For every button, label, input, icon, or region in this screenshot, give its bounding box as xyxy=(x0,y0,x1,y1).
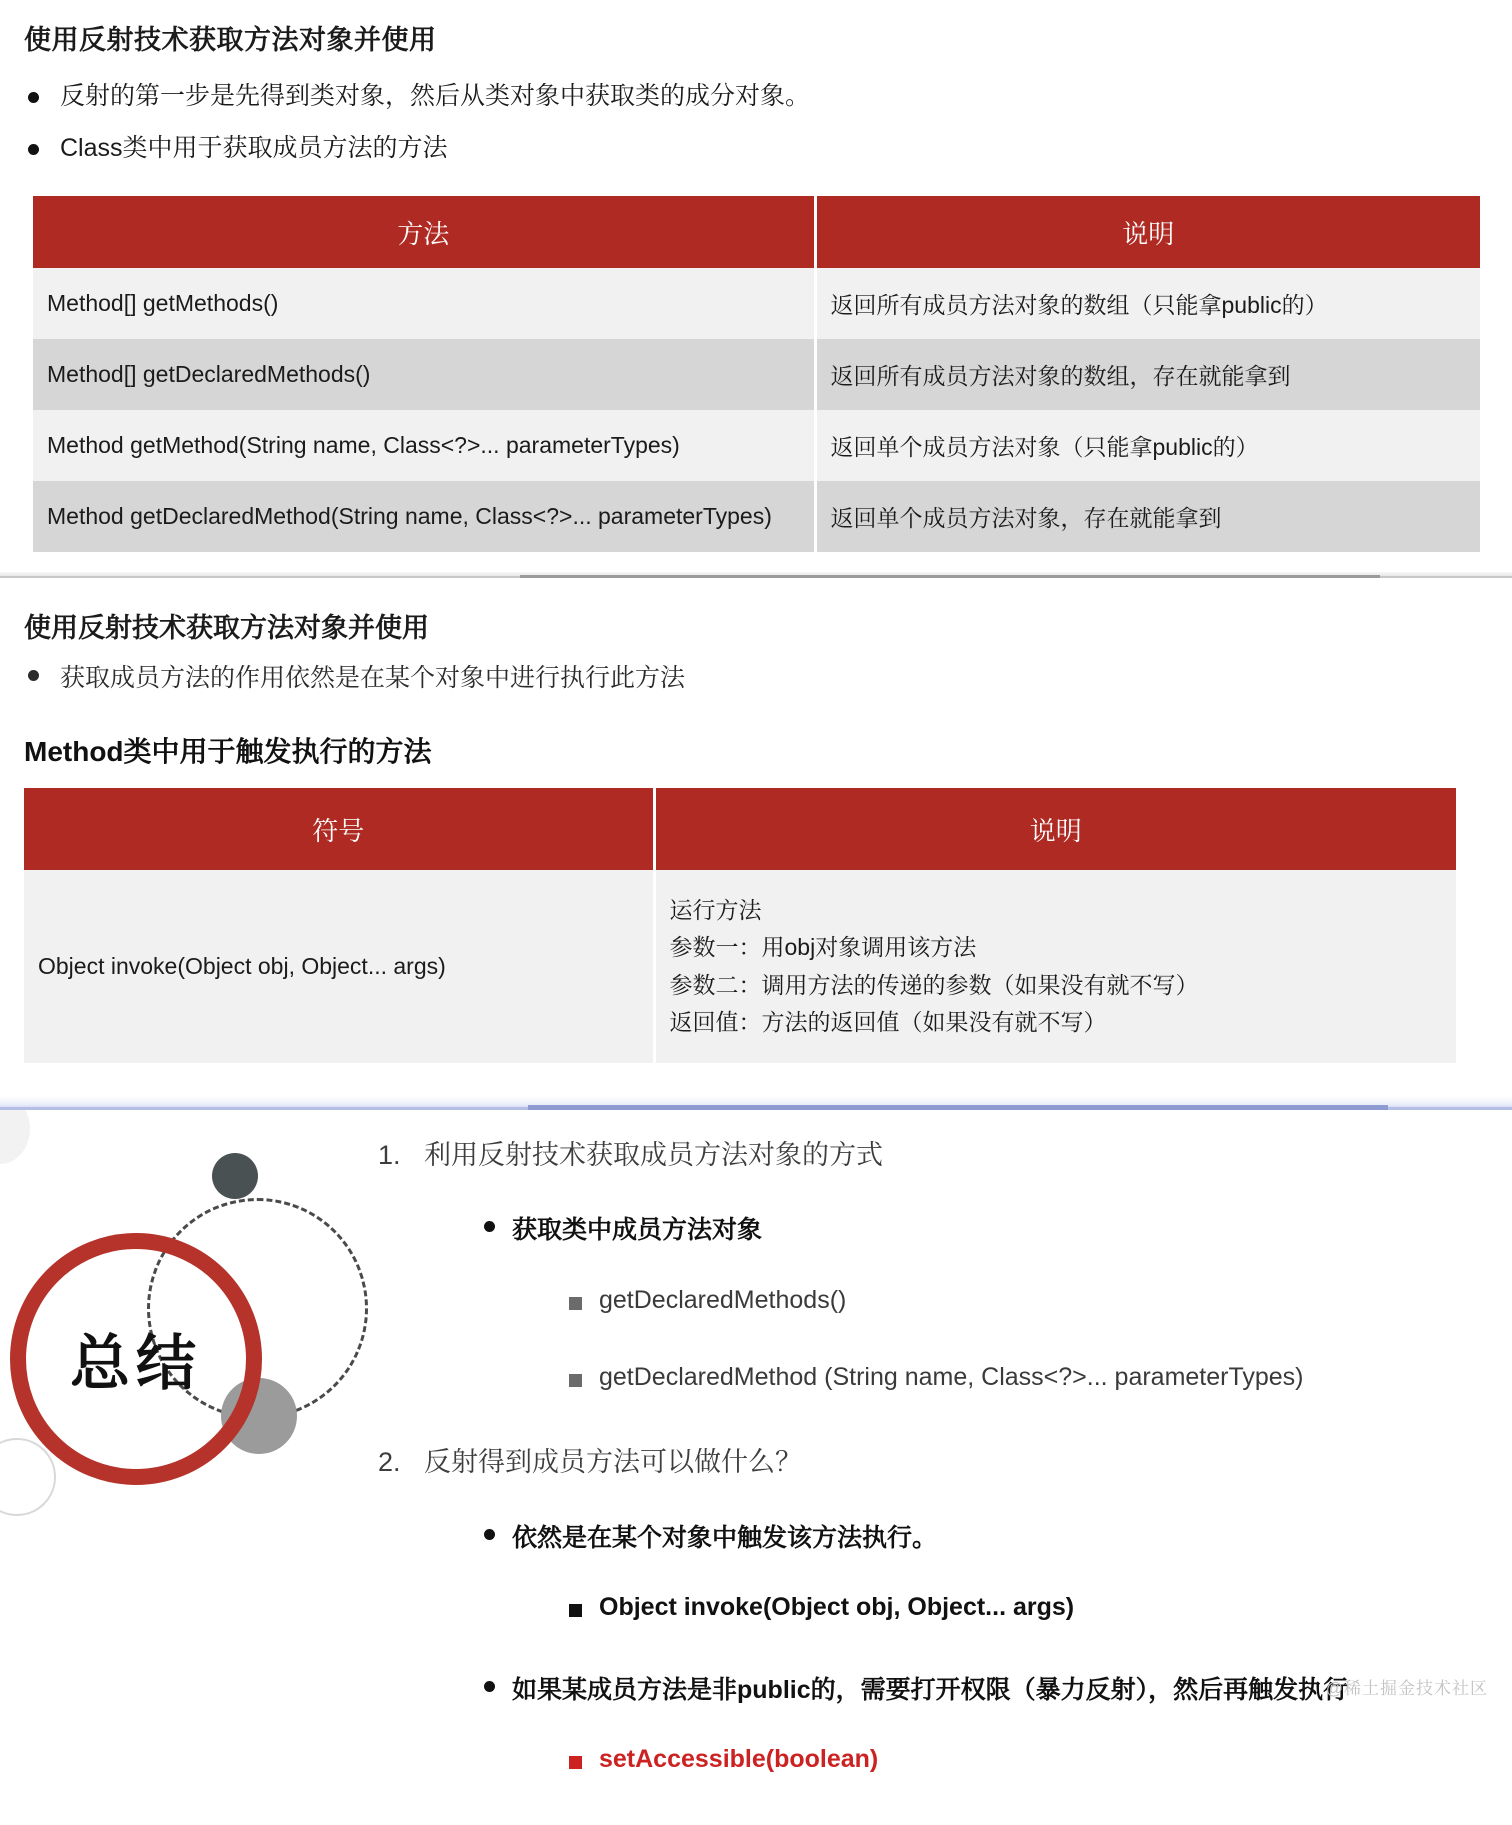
summary-item-index: 2. xyxy=(378,1447,401,1477)
description-line: 参数一：用obj对象调用该方法 xyxy=(669,934,977,961)
slide1-bullet-text: Class类中用于获取成员方法的方法 xyxy=(60,133,448,162)
summary-leaf-item xyxy=(569,1286,846,1315)
table-row xyxy=(33,410,1480,481)
cell-method: Method getMethod(String name, Class<?>... parameterTypes) xyxy=(33,410,815,481)
table-row xyxy=(33,268,1480,339)
bullet-dot-icon xyxy=(484,1221,495,1232)
summary-leaf-item xyxy=(569,1363,1304,1392)
cell-description: 返回所有成员方法对象的数组（只能拿public的） xyxy=(815,268,1480,339)
description-line: 返回值：方法的返回值（如果没有就不写） xyxy=(669,1008,1107,1035)
bullet-square-icon xyxy=(569,1756,582,1769)
slide-summary xyxy=(0,1110,1512,1825)
summary-item-index: 1. xyxy=(378,1140,401,1170)
bullet-dot-icon xyxy=(484,1529,495,1540)
decorative-dark-dot-icon xyxy=(212,1153,258,1199)
summary-leaf-item xyxy=(569,1745,878,1774)
slide2-title: 使用反射技术获取方法对象并使用 xyxy=(24,613,429,643)
bullet-dot-icon xyxy=(28,144,39,155)
list-item xyxy=(28,658,685,694)
bullet-square-icon xyxy=(569,1297,582,1310)
bullet-square-icon xyxy=(569,1604,582,1617)
bullet-square-icon xyxy=(569,1374,582,1387)
summary-subbullet xyxy=(484,1518,937,1554)
slide1-bullet-list xyxy=(28,80,1468,184)
summary-subbullet-text: 获取类中成员方法对象 xyxy=(512,1216,763,1244)
table-row xyxy=(24,870,1456,1063)
table-header-row xyxy=(24,788,1456,870)
slide2-bullet-text: 获取成员方法的作用依然是在某个对象中进行执行此方法 xyxy=(60,664,686,692)
watermark: @稀土掘金技术社区 xyxy=(1325,1679,1488,1698)
cell-description: 返回所有成员方法对象的数组，存在就能拿到 xyxy=(815,339,1480,410)
bullet-dot-icon xyxy=(28,92,39,103)
column-header-symbol: 符号 xyxy=(24,788,654,870)
summary-subbullet xyxy=(484,1670,1348,1706)
slide2-subtitle: Method类中用于触发执行的方法 xyxy=(24,736,432,767)
summary-leaf-text: Object invoke(Object obj, Object... args) xyxy=(599,1593,1075,1621)
cell-symbol: Object invoke(Object obj, Object... args) xyxy=(24,870,654,1063)
cell-description: 返回单个成员方法对象（只能拿public的） xyxy=(815,410,1480,481)
cell-description xyxy=(654,870,1456,1063)
table-row xyxy=(33,339,1480,410)
description-line: 运行方法 xyxy=(669,897,762,923)
summary-leaf-text: setAccessible(boolean) xyxy=(599,1745,879,1773)
summary-item-title: 利用反射技术获取成员方法对象的方式 xyxy=(424,1140,883,1170)
table-header-row xyxy=(33,196,1480,268)
summary-leaf-text: getDeclaredMethod (String name, Class<?>... parameterTypes) xyxy=(599,1363,1304,1391)
summary-leaf-item xyxy=(569,1593,1074,1622)
summary-subbullet xyxy=(484,1210,762,1246)
column-header-description: 说明 xyxy=(815,196,1480,268)
summary-item-title: 反射得到成员方法可以做什么？ xyxy=(424,1447,802,1477)
slide-reflection-get-methods xyxy=(0,0,1512,578)
summary-badge-label: 总结 xyxy=(70,1330,202,1397)
summary-subbullet-text: 依然是在某个对象中触发该方法执行。 xyxy=(512,1524,938,1552)
column-header-method: 方法 xyxy=(33,196,815,268)
cell-method: Method getDeclaredMethod(String name, Class<?>... parameterTypes) xyxy=(33,481,815,552)
list-item xyxy=(28,80,1468,114)
list-item xyxy=(28,132,1468,166)
column-header-description: 说明 xyxy=(654,788,1456,870)
summary-leaf-text: getDeclaredMethods() xyxy=(599,1286,847,1314)
description-line: 参数二：调用方法的传递的参数（如果没有就不写） xyxy=(669,971,1199,998)
class-methods-table xyxy=(33,196,1480,552)
bullet-dot-icon xyxy=(484,1681,495,1692)
cell-method: Method[] getDeclaredMethods() xyxy=(33,339,815,410)
slide-divider xyxy=(0,1096,1512,1110)
bullet-dot-icon xyxy=(28,670,39,681)
slide-method-invoke xyxy=(0,578,1512,1108)
summary-subbullet-text: 如果某成员方法是非public的，需要打开权限（暴力反射），然后再触发执行 xyxy=(512,1676,1349,1704)
cell-description: 返回单个成员方法对象，存在就能拿到 xyxy=(815,481,1480,552)
slide1-title: 使用反射技术获取方法对象并使用 xyxy=(24,25,437,55)
slide1-bullet-text: 反射的第一步是先得到类对象，然后从类对象中获取类的成分对象。 xyxy=(60,82,811,110)
decorative-blob-icon xyxy=(0,1110,30,1164)
summary-item-1 xyxy=(378,1133,883,1172)
table-row xyxy=(33,481,1480,552)
method-invoke-table xyxy=(24,788,1456,1063)
summary-item-2 xyxy=(378,1440,802,1479)
cell-method: Method[] getMethods() xyxy=(33,268,815,339)
